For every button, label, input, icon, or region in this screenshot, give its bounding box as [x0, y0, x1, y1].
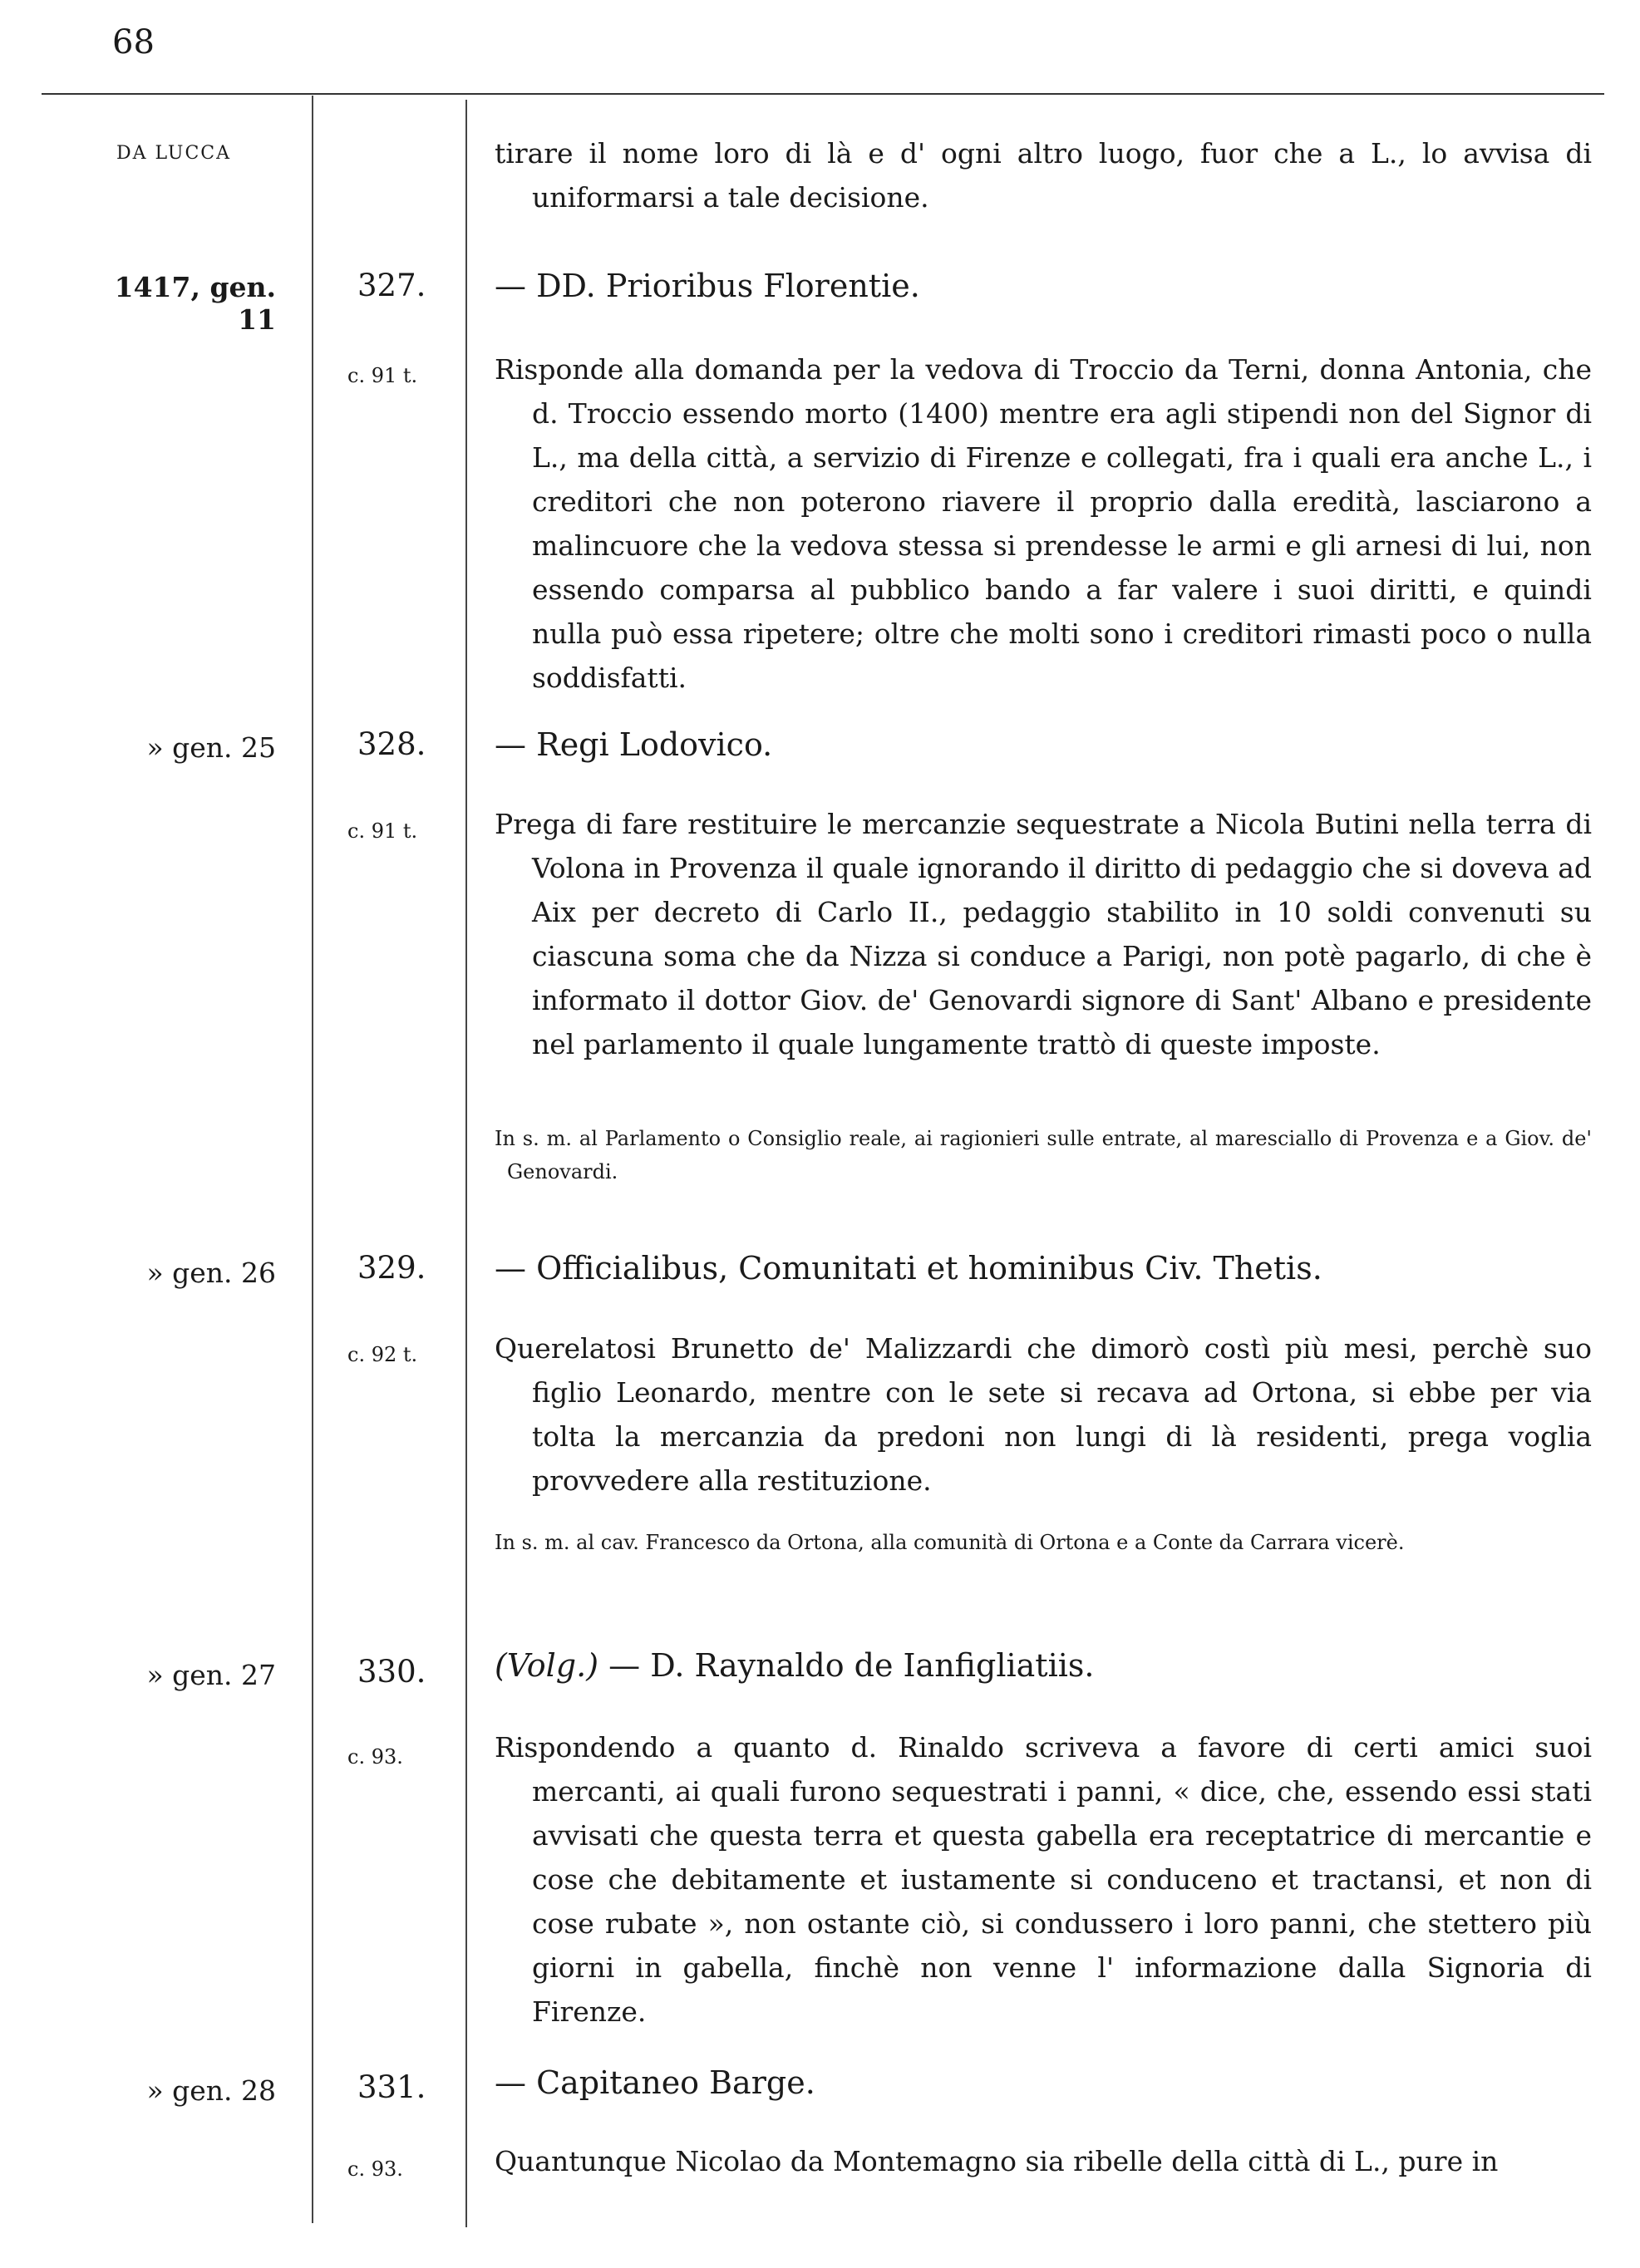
entry-number: 329. [357, 1250, 426, 1286]
top-rule [42, 93, 1604, 95]
entry-number: 330. [357, 1654, 426, 1690]
entry-text: Rispondendo a quanto d. Rinaldo scriveva a favore di certi amici suoi mercanti, ai quali furono sequestrati i panni, « dice, che, essendo essi stati avvisati che questa terra et questa gabella era receptatrice di mercantie e cose che debitamente et iustamente si conduceno et tractansi, et non di cose rubate », non ostante ciò, si condussero i loro panni, che stettero più giorni in gabella, finchè non venne l' informazione dalla Signoria di Firenze. [495, 1731, 1592, 2028]
entry-note: In s. m. al cav. Francesco da Ortona, alla comunità di Ortona e a Conte da Carrara vicerè. [495, 1531, 1405, 1554]
entry-note: In s. m. al Parlamento o Consiglio reale, ai ragionieri sulle entrate, al maresciallo di Provenza e a Giov. de' Genovardi. [495, 1127, 1592, 1183]
entry-date: » gen. 25 [146, 731, 276, 764]
column-header-label: DA LUCCA [116, 143, 232, 164]
entry-text: Prega di fare restituire le mercanzie sequestrate a Nicola Butini nella terra di Volona in Provenza il quale ignorando il diritto di pedaggio che si doveva ad Aix per decreto di Carlo II., pedaggio stabilito in 10 soldi convenuti su ciascuna soma che da Nizza si conduce a Parigi, non potè pagarlo, di che è informato il dottor Giov. de' Genovardi signore di Sant' Albano e presidente nel parlamento il quale lungamente trattò di queste imposte. [495, 808, 1592, 1060]
entry-folio: c. 91 t. [347, 819, 418, 843]
entry-folio: c. 91 t. [347, 364, 418, 387]
entry-date: » gen. 28 [146, 2074, 276, 2107]
entry-date: » gen. 26 [146, 1257, 276, 1289]
entry-addressee: — DD. Prioribus Florentie. [495, 268, 920, 304]
vernacular-marker: (Volg.) [495, 1647, 599, 1684]
entry-number: 331. [357, 2069, 426, 2105]
addressee-name: — D. Raynaldo de Ianfigliatiis. [598, 1647, 1095, 1684]
entry-addressee: — Capitaneo Barge. [495, 2064, 815, 2101]
entry-addressee: — Regi Lodovico. [495, 726, 773, 763]
entry-folio: c. 93. [347, 1745, 403, 1769]
column-divider-date [312, 96, 313, 2223]
entry-text: Querelatosi Brunetto de' Malizzardi che dimorò costì più mesi, perchè suo figlio Leonardo, mentre con le sete si recava ad Ortona, si ebbe per via tolta la mercanzia da predoni non lungi di là residenti, prega voglia provvedere alla restituzione. [495, 1332, 1592, 1497]
page-number: 68 [112, 23, 155, 61]
entry-text: Quantunque Nicolao da Montemagno sia ribelle della città di L., pure in [495, 2145, 1499, 2177]
entry-addressee: — Officialibus, Comunitati et hominibus Civ. Thetis. [495, 1250, 1322, 1287]
entry-date: » gen. 27 [146, 1659, 276, 1691]
entry-folio: c. 93. [347, 2157, 403, 2181]
entry-date: 1417, gen. 11 [114, 271, 276, 336]
entry-number: 327. [357, 268, 426, 303]
entry-number: 328. [357, 726, 426, 762]
column-divider-number [465, 100, 467, 2227]
continuation-text: tirare il nome loro di là e d' ogni altro luogo, fuor che a L., lo avvisa di uniformarsi a tale decisione. [495, 137, 1592, 214]
entry-text: Risponde alla domanda per la vedova di Troccio da Terni, donna Antonia, che d. Troccio essendo morto (1400) mentre era agli stipendi non del Signor di L., ma della città, a servizio di Firenze e collegati, fra i quali era anche L., i creditori che non poterono riavere il proprio dalla eredità, lasciarono a malincuore che la vedova stessa si prendesse le armi e gli arnesi di lui, non essendo comparsa al pubblico bando a far valere i suoi diritti, e quindi nulla può essa ripetere; oltre che molti sono i creditori rimasti poco o nulla soddisfatti. [495, 353, 1592, 694]
entry-folio: c. 92 t. [347, 1343, 418, 1366]
entry-addressee [495, 1647, 1094, 1684]
